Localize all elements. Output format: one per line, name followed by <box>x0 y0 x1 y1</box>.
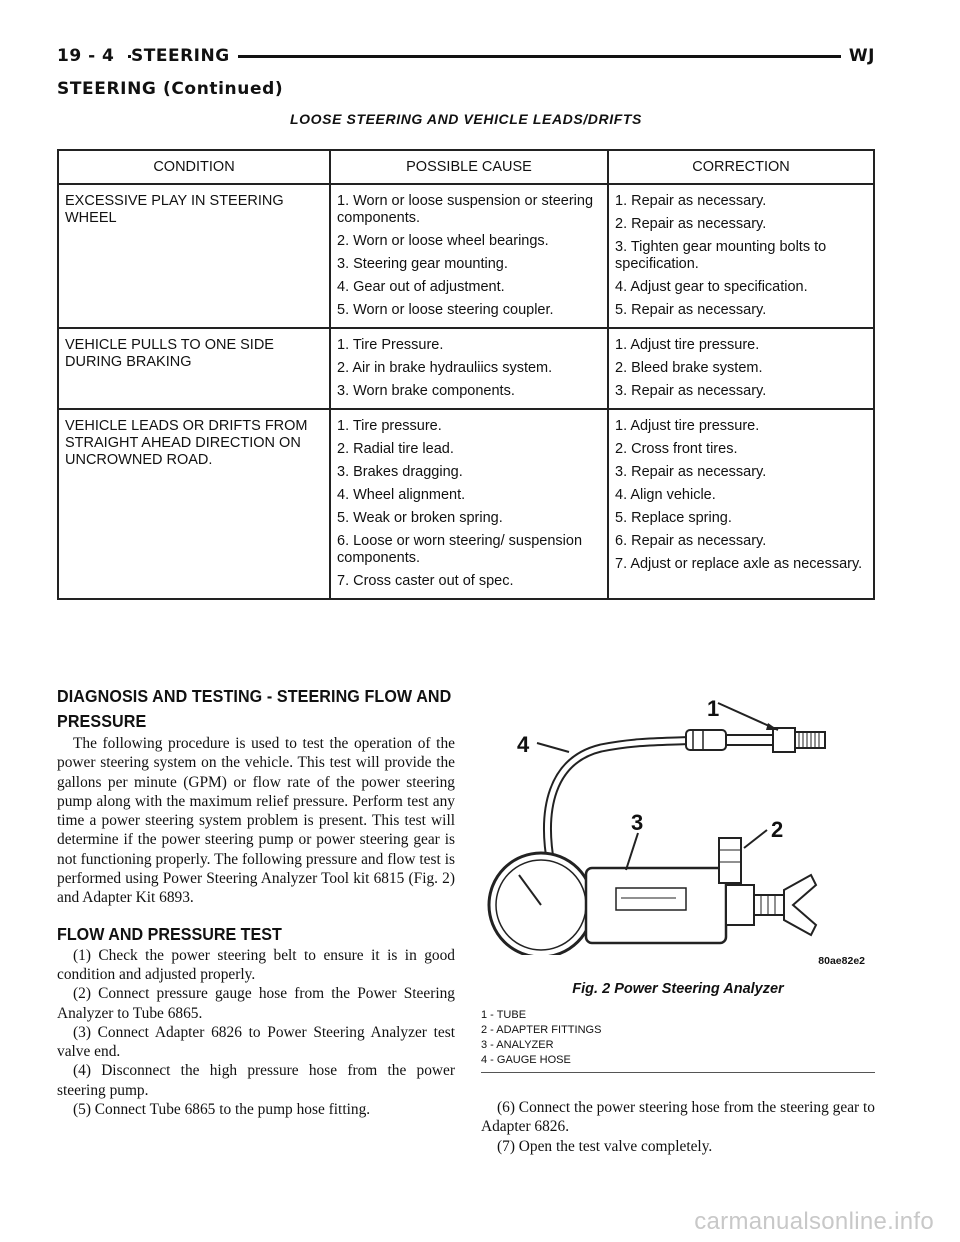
table-title: LOOSE STEERING AND VEHICLE LEADS/DRIFTS <box>290 111 642 127</box>
section-name: STEERING <box>131 46 238 66</box>
procedure-step: (2) Connect pressure gauge hose from the Power Steering Analyzer to Tube 6865. <box>57 985 455 1022</box>
callout-4: 4 <box>517 732 530 757</box>
legend-item: 3 - ANALYZER <box>481 1039 554 1051</box>
cause-item: 1. Tire Pressure. <box>337 337 444 353</box>
cause-item: 6. Loose or worn steering/ suspension components. <box>337 533 583 566</box>
cause-item: 2. Radial tire lead. <box>337 441 454 457</box>
cause-item: 5. Weak or broken spring. <box>337 510 503 526</box>
page-header <box>57 46 875 70</box>
left-column <box>57 684 455 1119</box>
condition-cell: EXCESSIVE PLAY IN STEERING WHEEL <box>58 184 330 328</box>
legend-item: 1 - TUBE <box>481 1009 527 1021</box>
correction-item: 3. Repair as necessary. <box>615 383 767 399</box>
correction-cell <box>608 409 874 599</box>
correction-cell <box>608 328 874 409</box>
legend-item: 2 - ADAPTER FITTINGS <box>481 1024 602 1036</box>
legend-item: 4 - GAUGE HOSE <box>481 1054 571 1066</box>
column-header: CORRECTION <box>608 150 874 184</box>
correction-item: 1. Adjust tire pressure. <box>615 418 760 434</box>
cause-cell <box>330 409 608 599</box>
cause-item: 5. Worn or loose steering coupler. <box>337 302 554 318</box>
callout-1: 1 <box>707 696 720 721</box>
correction-item: 2. Repair as necessary. <box>615 216 767 232</box>
diagnosis-table <box>57 149 875 600</box>
figure-caption: Fig. 2 Power Steering Analyzer <box>572 981 784 997</box>
correction-item: 3. Tighten gear mounting bolts to specification. <box>615 239 827 272</box>
leader-line <box>744 830 767 848</box>
procedure-step: (3) Connect Adapter 6826 to Power Steering Analyzer test valve end. <box>57 1023 455 1061</box>
callout-3: 3 <box>631 810 644 835</box>
condition-cell: VEHICLE PULLS TO ONE SIDE DURING BRAKING <box>58 328 330 409</box>
subsection-heading: FLOW AND PRESSURE TEST <box>57 923 282 944</box>
cause-cell <box>330 184 608 328</box>
figure-code: 80ae82e2 <box>818 955 865 967</box>
page-number: 19 - 4 <box>57 46 128 66</box>
test-valve <box>726 885 754 925</box>
figure <box>481 690 875 980</box>
cause-item: 2. Air in brake hydrauliics system. <box>337 360 553 376</box>
table-row <box>58 184 874 328</box>
cause-item: 1. Worn or loose suspension or steering components. <box>337 193 594 226</box>
cause-item: 4. Wheel alignment. <box>337 487 466 503</box>
cause-item: 4. Gear out of adjustment. <box>337 279 505 295</box>
cause-item: 2. Worn or loose wheel bearings. <box>337 233 549 249</box>
leader-line <box>537 743 569 752</box>
correction-item: 6. Repair as necessary. <box>615 533 767 549</box>
adapter-fitting <box>719 838 741 883</box>
figure-legend <box>481 1008 875 1068</box>
procedure-step: (4) Disconnect the high pressure hose from the power steering pump. <box>57 1062 455 1099</box>
hose-fitting <box>686 730 726 750</box>
correction-item: 1. Adjust tire pressure. <box>615 337 760 353</box>
correction-item: 3. Repair as necessary. <box>615 464 767 480</box>
section-heading: DIAGNOSIS AND TESTING - STEERING FLOW AND PRESSURE <box>57 686 452 731</box>
valve-handle <box>784 875 816 935</box>
callout-2: 2 <box>771 817 784 842</box>
correction-cell <box>608 184 874 328</box>
condition-cell: VEHICLE LEADS OR DRIFTS FROM STRAIGHT AHEAD DIRECTION ON UNCROWNED ROAD. <box>58 409 330 599</box>
watermark: carmanualsonline.info <box>694 1208 934 1235</box>
model-code: WJ <box>841 46 875 66</box>
right-column <box>481 690 875 1156</box>
correction-item: 4. Align vehicle. <box>615 487 716 503</box>
cause-item: 1. Tire pressure. <box>337 418 442 434</box>
intro-paragraph: The following procedure is used to test the operation of the power steering system on the vehicle. This test will provide the gallons per minute (GPM) or flow rate of the power steering pump along with the maximum relief pressure. Perform test any time a power steering system problem is present. This test will determine if the power steering pump or power steering gear is not functioning properly. The following pressure and flow test is performed using Power Steering Analyzer Tool kit 6815 (Fig. 2) and Adapter Kit 6893. <box>57 735 455 907</box>
procedure-step: (6) Connect the power steering hose from the steering gear to Adapter 6826. <box>481 1099 875 1136</box>
correction-item: 2. Bleed brake system. <box>615 360 763 376</box>
table-row <box>58 328 874 409</box>
tube <box>726 735 776 745</box>
correction-item: 4. Adjust gear to specification. <box>615 279 808 295</box>
cause-item: 3. Brakes dragging. <box>337 464 463 480</box>
correction-item: 2. Cross front tires. <box>615 441 738 457</box>
continued-heading: STEERING (Continued) <box>57 79 284 99</box>
cause-cell <box>330 328 608 409</box>
procedure-step: (7) Open the test valve completely. <box>497 1137 713 1155</box>
cause-item: 3. Steering gear mounting. <box>337 256 508 272</box>
leader-line <box>626 833 638 870</box>
correction-item: 7. Adjust or replace axle as necessary. <box>615 556 863 572</box>
power-steering-analyzer-illustration <box>481 690 875 955</box>
correction-item: 1. Repair as necessary. <box>615 193 767 209</box>
cause-item: 7. Cross caster out of spec. <box>337 573 514 589</box>
correction-item: 5. Repair as necessary. <box>615 302 767 318</box>
correction-item: 5. Replace spring. <box>615 510 732 526</box>
procedure-step: (5) Connect Tube 6865 to the pump hose fitting. <box>73 1101 371 1119</box>
table-header-row <box>58 150 874 184</box>
procedure-step: (1) Check the power steering belt to ensure it is in good condition and adjusted properly. <box>57 946 455 983</box>
figure-divider <box>481 1072 875 1073</box>
column-header: POSSIBLE CAUSE <box>330 150 608 184</box>
gauge-hose <box>548 740 696 865</box>
cause-item: 3. Worn brake components. <box>337 383 515 399</box>
column-header: CONDITION <box>58 150 330 184</box>
table-row <box>58 409 874 599</box>
